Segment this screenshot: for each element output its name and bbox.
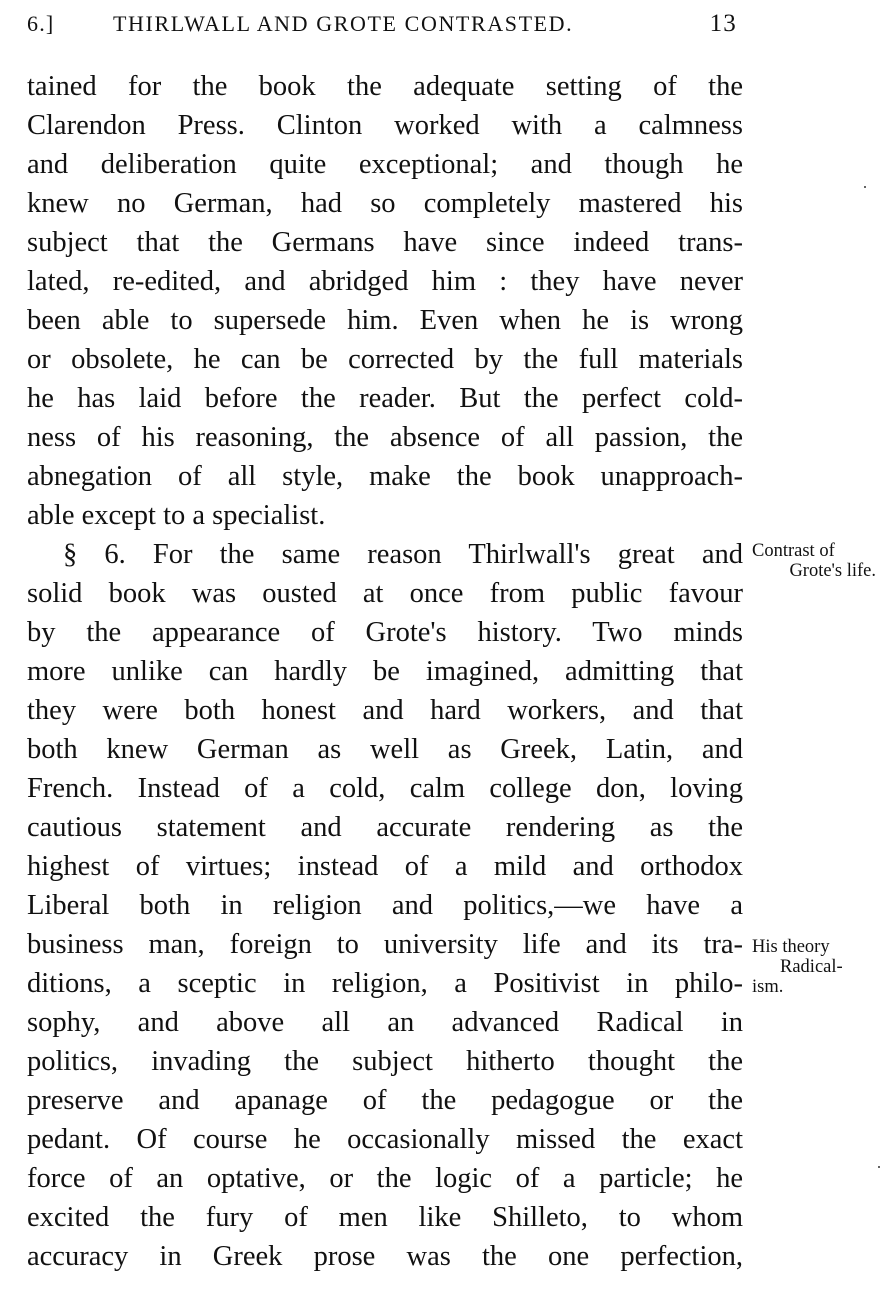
text-line: solid book was ousted at once from public favour — [27, 578, 743, 609]
marginal-note-line: Grote's life. — [789, 561, 876, 581]
text-line: ness of his reasoning, the absence of all passion, the — [27, 422, 743, 453]
text-line: force of an optative, or the logic of a particle; he — [27, 1163, 743, 1194]
text-line: subject that the Germans have since indeed trans- — [27, 227, 743, 258]
text-line: they were both honest and hard workers, and that — [27, 695, 743, 726]
marginal-note-contrast — [752, 541, 876, 581]
running-head — [27, 8, 743, 40]
text-line: sophy, and above all an advanced Radical in — [27, 1007, 743, 1038]
print-speck — [878, 1166, 880, 1168]
text-line: accuracy in Greek prose was the one perfection, — [27, 1241, 743, 1272]
text-line: preserve and apanage of the pedagogue or the — [27, 1085, 743, 1116]
text-line: knew no German, had so completely mastered his — [27, 188, 743, 219]
text-line: politics, invading the subject hitherto thought the — [27, 1046, 743, 1077]
text-line: Liberal both in religion and politics,—we have a — [27, 890, 743, 921]
text-line: Clarendon Press. Clinton worked with a calmness — [27, 110, 743, 141]
marginal-note-theory — [752, 937, 876, 997]
text-line: tained for the book the adequate setting of the — [27, 71, 743, 102]
marginal-note-line: His theory — [752, 937, 830, 957]
marginal-note-line: Radical- — [780, 957, 843, 977]
text-line: he has laid before the reader. But the perfect cold- — [27, 383, 743, 414]
text-line: French. Instead of a cold, calm college don, loving — [27, 773, 743, 804]
text-line: by the appearance of Grote's history. Two minds — [27, 617, 743, 648]
chapter-number: 6.] — [27, 11, 55, 36]
text-line: and deliberation quite exceptional; and though he — [27, 149, 743, 180]
running-title: THIRLWALL AND GROTE CONTRASTED. — [113, 11, 574, 36]
text-line: or obsolete, he can be corrected by the full materials — [27, 344, 743, 375]
marginal-note-line: Contrast of — [752, 541, 835, 561]
section-heading-line: § 6. For the same reason Thirlwall's great and — [63, 539, 743, 570]
text-line: pedant. Of course he occasionally missed the exact — [27, 1124, 743, 1155]
text-line: abnegation of all style, make the book unapproach- — [27, 461, 743, 492]
print-speck — [864, 186, 866, 188]
text-line: cautious statement and accurate rendering as the — [27, 812, 743, 843]
text-line: highest of virtues; instead of a mild and orthodox — [27, 851, 743, 882]
text-line: business man, foreign to university life and its tra- — [27, 929, 743, 960]
text-line: excited the fury of men like Shilleto, to whom — [27, 1202, 743, 1233]
text-line: lated, re-edited, and abridged him : they have never — [27, 266, 743, 297]
text-line: both knew German as well as Greek, Latin, and — [27, 734, 743, 765]
text-line: able except to a specialist. — [27, 500, 326, 531]
marginal-note-line: ism. — [752, 977, 784, 997]
text-line: ditions, a sceptic in religion, a Positivist in philo- — [27, 968, 743, 999]
text-line: more unlike can hardly be imagined, admitting that — [27, 656, 743, 687]
page-number: 13 — [709, 10, 737, 37]
text-line: been able to supersede him. Even when he is wrong — [27, 305, 743, 336]
